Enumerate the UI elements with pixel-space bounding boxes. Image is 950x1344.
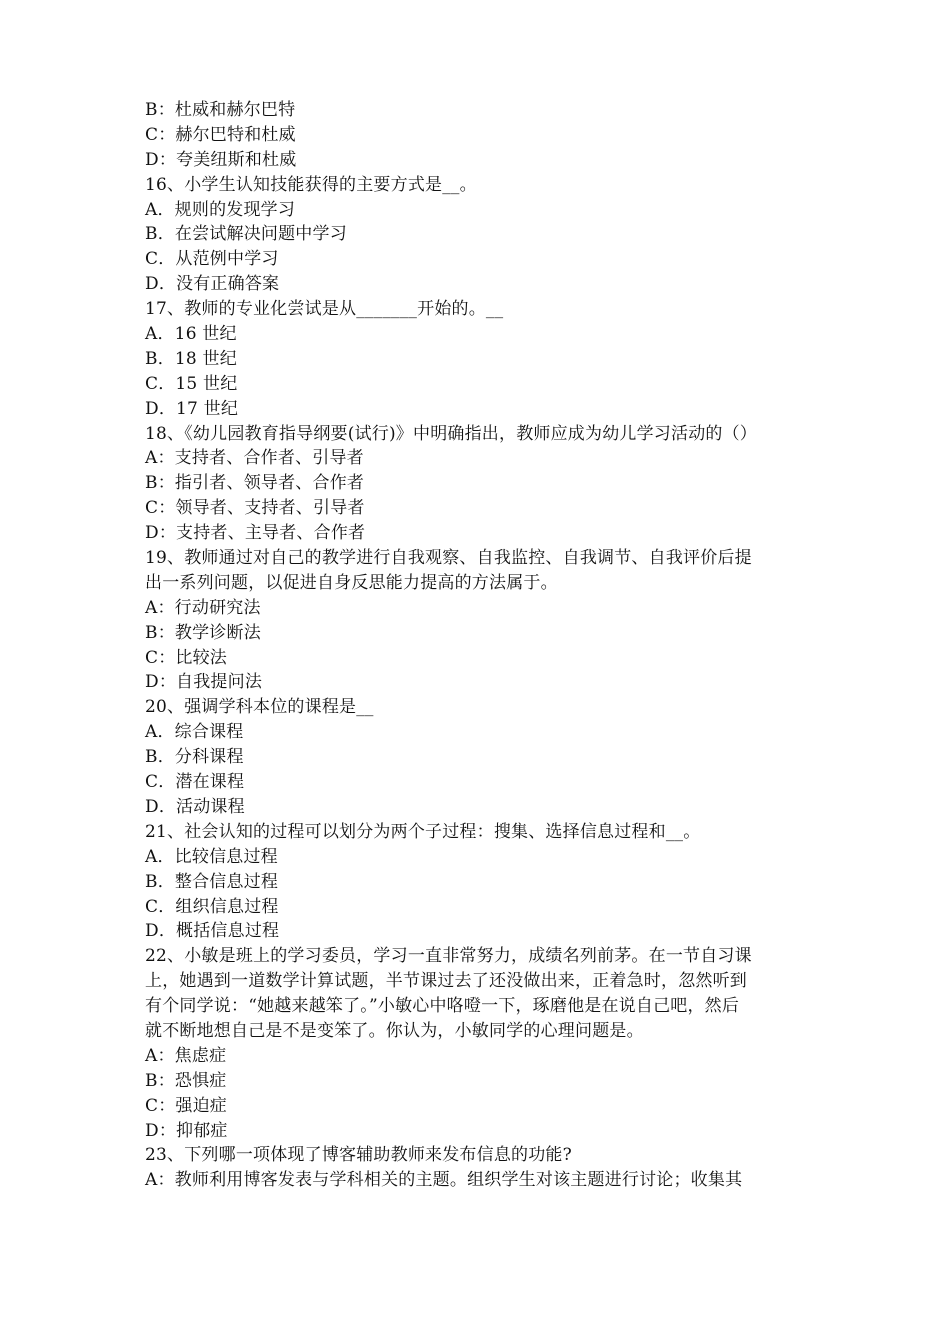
text-line: B：恐惧症 [145,1070,227,1091]
text-line: B：指引者、领导者、合作者 [145,473,365,494]
text-line: A．16 世纪 [145,324,237,345]
text-line: 16、小学生认知技能获得的主要方式是__。 [145,174,477,195]
text-line: D．没有正确答案 [145,274,280,295]
text-line: D．概括信息过程 [145,921,280,942]
text-line: A：焦虑症 [145,1045,227,1066]
text-line: 出一系列问题，以促进自身反思能力提高的方法属于。 [145,572,558,593]
text-line: 19、教师通过对自己的教学进行自我观察、自我监控、自我调节、自我评价后提 [145,548,752,569]
text-line: A．综合课程 [145,722,244,743]
text-line: B：杜威和赫尔巴特 [145,100,296,120]
text-line: C：比较法 [145,647,228,668]
text-line: 17、教师的专业化尝试是从_______开始的。__ [145,299,504,320]
text-line: C：领导者、支持者、引导者 [145,498,365,519]
text-line: 22、小敏是班上的学习委员，学习一直非常努力，成绩名列前茅。在一节自习课 [145,946,752,967]
text-line: 有个同学说：“她越来越笨了。”小敏心中咯噔一下，琢磨他是在说自己吧，然后 [145,996,740,1017]
text-line: D：自我提问法 [145,672,263,693]
text-line: B．分科课程 [145,747,244,768]
text-line: 21、社会认知的过程可以划分为两个子过程：搜集、选择信息过程和__。 [145,821,701,842]
text-line: B：教学诊断法 [145,622,261,643]
text-line: C．从范例中学习 [145,249,279,270]
text-line: 就不断地想自己是不是变笨了。你认为，小敏同学的心理问题是。 [145,1020,644,1041]
text-line: D．17 世纪 [145,398,239,419]
text-line: A．规则的发现学习 [145,199,296,220]
document-body [145,98,815,1193]
text-line: D：夸美纽斯和杜威 [145,149,297,170]
text-line: C．15 世纪 [145,373,238,394]
text-line: C．组织信息过程 [145,896,279,917]
text-line: 23、下列哪一项体现了博客辅助教师来发布信息的功能? [145,1145,572,1166]
text-line: A：行动研究法 [145,597,261,618]
text-line: D：支持者、主导者、合作者 [145,523,366,544]
text-line: C：强迫症 [145,1095,228,1116]
text-line: B．在尝试解决问题中学习 [145,224,347,245]
text-line: 20、强调学科本位的课程是__ [145,697,374,718]
text-line: B．18 世纪 [145,348,237,369]
text-line: A：教师利用博客发表与学科相关的主题。组织学生对该主题进行讨论；收集其 [145,1170,743,1191]
text-line: D．活动课程 [145,796,245,817]
text-line: B．整合信息过程 [145,871,279,892]
text-line: C．潜在课程 [145,772,245,793]
text-line: A．比较信息过程 [145,846,278,867]
text-line: 18、《幼儿园教育指导纲要(试行)》中明确指出，教师应成为幼儿学习活动的（） [145,423,757,444]
text-line: C：赫尔巴特和杜威 [145,124,296,145]
text-line: D：抑郁症 [145,1120,228,1141]
text-line: A：支持者、合作者、引导者 [145,448,364,469]
text-line: 上，她遇到一道数学计算试题，半节课过去了还没做出来，正着急时，忽然听到 [145,971,747,992]
